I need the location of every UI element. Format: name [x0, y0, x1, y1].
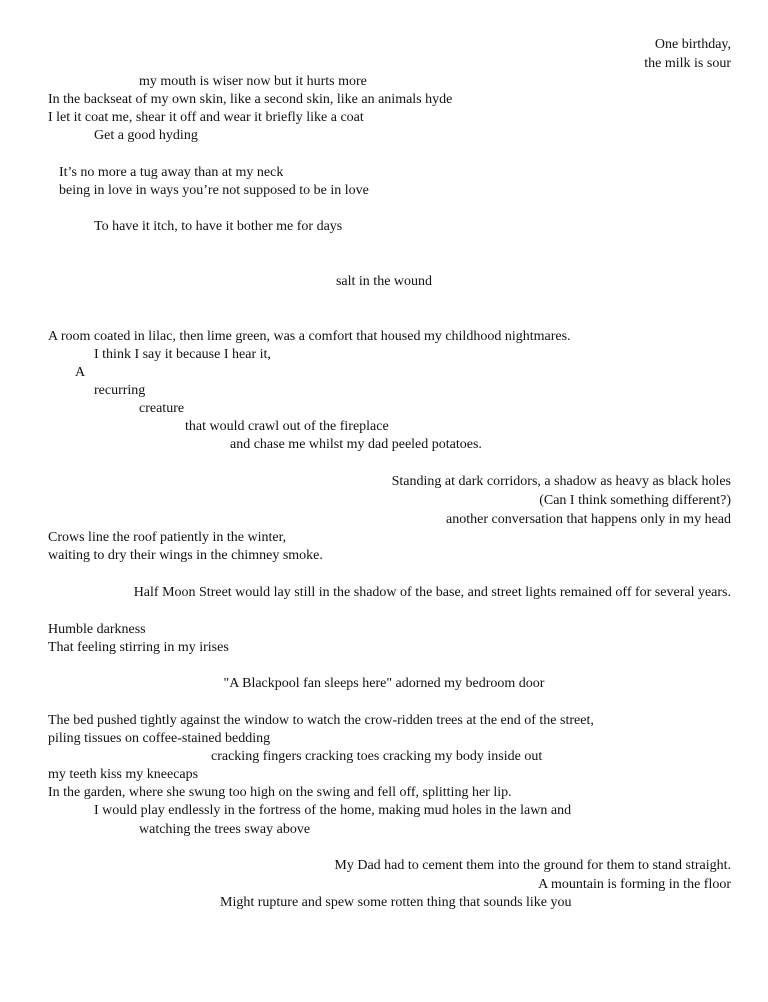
poem-line: the milk is sour [644, 56, 731, 71]
poem-line: cracking fingers cracking toes cracking my body inside out [211, 749, 543, 764]
poem-line: One birthday, [654, 37, 731, 52]
poem-line: being in love in ways you’re not supposed to be in love [59, 183, 369, 198]
poem-line: "A Blackpool fan sleeps here" adorned my bedroom door [223, 676, 545, 691]
poem-line: To have it itch, to have it bother me for days [94, 219, 343, 234]
poem-line: waiting to dry their wings in the chimney smoke. [48, 548, 323, 563]
poem-line: Get a good hyding [94, 128, 198, 143]
poem-line: another conversation that happens only in my head [446, 512, 731, 527]
poem-line: recurring [94, 383, 146, 398]
poem-line: In the garden, where she swung too high on the swing and fell off, splitting her lip. [48, 785, 512, 800]
poem-line: my mouth is wiser now but it hurts more [139, 74, 367, 89]
poem-line: I think I say it because I hear it, [94, 347, 271, 362]
poem-line: piling tissues on coffee-stained bedding [48, 731, 271, 746]
poem-line: The bed pushed tightly against the window to watch the crow-ridden trees at the end of the street, [48, 713, 594, 728]
poem-line: Humble darkness [48, 622, 146, 637]
poem-line: that would crawl out of the fireplace [185, 419, 389, 434]
poem-line: watching the trees sway above [139, 822, 311, 837]
poem-line: That feeling stirring in my irises [48, 640, 229, 655]
poem-line: It’s no more a tug away than at my neck [59, 165, 284, 180]
poem-line: salt in the wound [335, 274, 433, 289]
poem-line: (Can I think something different?) [539, 493, 731, 508]
poem-line: A room coated in lilac, then lime green, was a comfort that housed my childhood nightmares. [48, 329, 571, 344]
poem-line: My Dad had to cement them into the ground for them to stand straight. [334, 858, 731, 873]
poem-line: my teeth kiss my kneecaps [48, 767, 199, 782]
poem-line: Standing at dark corridors, a shadow as heavy as black holes [391, 474, 731, 489]
poem-line: Crows line the roof patiently in the winter, [48, 530, 287, 545]
poem-line: A [75, 365, 86, 380]
poem-line: Might rupture and spew some rotten thing that sounds like you [220, 895, 572, 910]
poem-line: and chase me whilst my dad peeled potatoes. [230, 437, 482, 452]
poem-line: creature [139, 401, 185, 416]
poem-line: I let it coat me, shear it off and wear it briefly like a coat [48, 110, 364, 125]
poem-line: A mountain is forming in the floor [538, 877, 731, 892]
poem-line: Half Moon Street would lay still in the shadow of the base, and street lights remained off for several years. [133, 585, 731, 600]
poem-line: In the backseat of my own skin, like a second skin, like an animals hyde [48, 92, 453, 107]
poem-line: I would play endlessly in the fortress of the home, making mud holes in the lawn and [94, 803, 572, 818]
